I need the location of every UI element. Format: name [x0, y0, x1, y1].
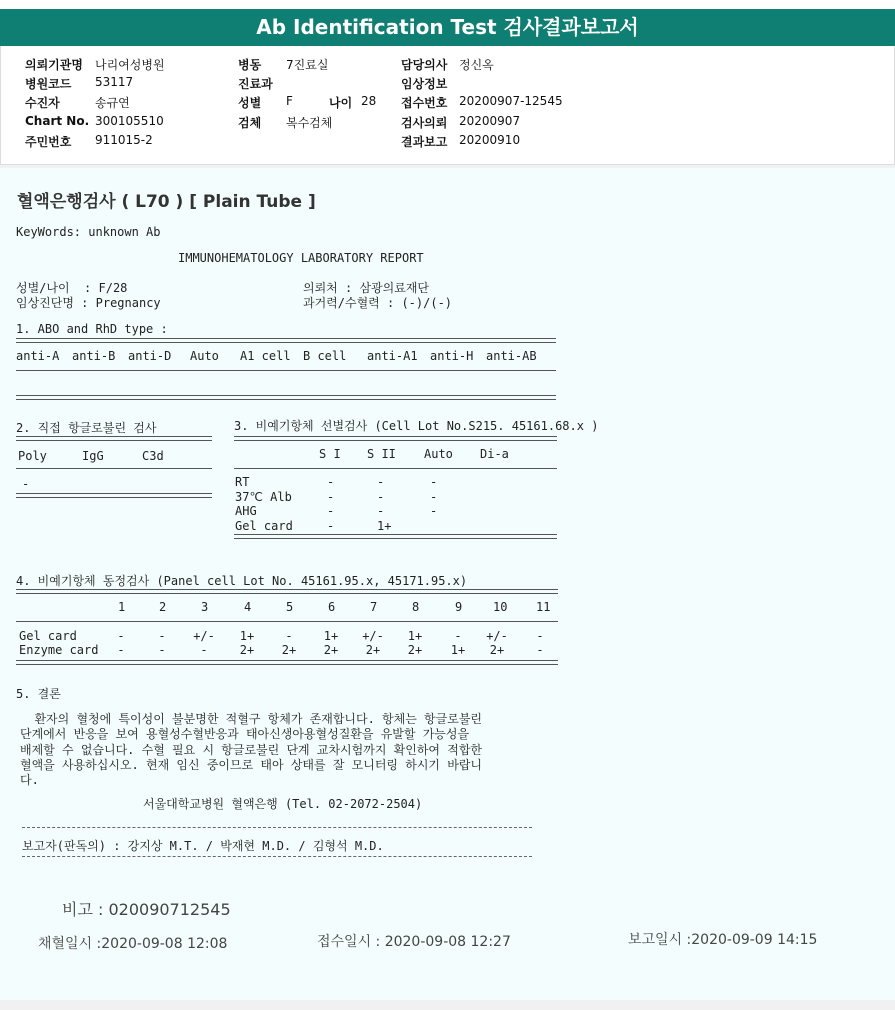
specimen-label: 검체: [238, 116, 262, 130]
panel-cell: -: [536, 629, 544, 643]
screen-cell: -: [430, 489, 438, 504]
doctor-label: 담당의사: [401, 58, 448, 72]
request-label: 검사의뢰: [401, 116, 448, 130]
chart-value: 300105510: [95, 114, 164, 128]
screen-cell: -: [377, 504, 385, 518]
abo-column-header: Auto: [190, 349, 219, 363]
screen-column-header: Di-a: [480, 447, 509, 461]
divider: [16, 370, 556, 371]
divider: [234, 436, 557, 441]
panel-cell: 1+: [239, 629, 255, 643]
clinical-label: 임상정보: [401, 77, 448, 91]
conclusion-line: 혈액을 사용하십시오. 현재 임신 중이므로 태아 상태를 잘 모니터링 하시기 바랍니: [20, 757, 483, 772]
keywords: KeyWords: unknown Ab: [16, 225, 161, 239]
divider: [16, 493, 212, 498]
patient-header: [0, 46, 895, 165]
screen-section-title: 3. 비예기항체 선별검사 (Cell Lot No.S215. 45161.68.x ): [234, 419, 599, 433]
dat-value: -: [22, 477, 30, 491]
conclusion-line: 배제할 수 없습니다. 수혈 필요 시 항글로불린 단계 교차시험까지 확인하여 적합한: [20, 742, 483, 757]
abo-section-title: 1. ABO and RhD type :: [16, 322, 168, 336]
panel-cell: +/-: [193, 629, 215, 643]
divider: [234, 468, 557, 469]
abo-column-header: anti-AB: [486, 349, 537, 363]
panel-cell: 1+: [323, 629, 339, 643]
screen-cell: -: [430, 504, 438, 518]
panel-cell: 2+: [323, 643, 339, 657]
ward-label: 병동: [238, 58, 262, 72]
report-date-value: 20200910: [459, 133, 521, 147]
report-body: [0, 168, 895, 1000]
abo-column-header: anti-H: [430, 349, 474, 363]
screen-column-header: S I: [319, 447, 341, 461]
referral: 의뢰처 : 삼광의료재단: [303, 281, 430, 295]
screen-row-label: RT: [235, 475, 250, 489]
reported-time: 보고일시 :2020-09-09 14:15: [628, 932, 818, 948]
screen-column-header: Auto: [424, 447, 453, 461]
specimen-value: 복수검체: [286, 116, 333, 130]
id-label: 주민번호: [25, 135, 72, 149]
age-label: 나이: [329, 96, 353, 110]
sex-label: 성별: [238, 96, 262, 110]
panel-cell: -: [117, 643, 125, 657]
panel-row-label: Enzyme card: [19, 643, 99, 657]
screen-column-header: S II: [367, 447, 396, 461]
patient-label: 수진자: [25, 96, 60, 110]
panel-column-header: 6: [328, 600, 336, 614]
history: 과거력/수혈력 : (-)/(-): [303, 296, 453, 310]
sex-age: 성별/나이 : F/28: [16, 281, 128, 295]
ward-value: 7진료실: [286, 58, 329, 72]
request-value: 20200907: [459, 114, 521, 128]
panel-column-header: 5: [286, 600, 294, 614]
divider: [16, 660, 558, 665]
chart-label: Chart No.: [25, 114, 90, 128]
report-title: Ab Identification Test 검사결과보고서: [0, 9, 895, 46]
screen-row-label: AHG: [235, 504, 257, 518]
screen-cell: -: [430, 475, 438, 489]
panel-column-header: 8: [412, 600, 420, 614]
divider: [16, 395, 556, 400]
panel-cell: 2+: [489, 643, 505, 657]
panel-cell: -: [200, 643, 208, 657]
conclusion-title: 5. 결론: [16, 687, 61, 701]
divider: [16, 589, 558, 594]
doctor-value: 정신옥: [459, 58, 494, 72]
panel-cell: 2+: [239, 643, 255, 657]
test-heading: 혈액은행검사 ( L70 ) [ Plain Tube ]: [17, 192, 316, 212]
panel-cell: 1+: [450, 643, 466, 657]
screen-row-label: 37℃ Alb: [235, 489, 292, 504]
dept-label: 진료과: [238, 77, 273, 91]
screen-cell: -: [377, 475, 385, 489]
panel-row-label: Gel card: [19, 629, 77, 643]
panel-cell: 2+: [407, 643, 423, 657]
abo-column-header: A1 cell: [240, 349, 291, 363]
conclusion-line: 환자의 혈청에 특이성이 불분명한 적혈구 항체가 존재합니다. 항체는 항글로불린: [20, 712, 483, 726]
dat-column-header: Poly: [18, 449, 47, 463]
sex-value: F: [286, 94, 293, 108]
dat-column-header: IgG: [82, 449, 104, 463]
panel-cell: 1+: [407, 629, 423, 643]
hospital-code-label: 병원코드: [25, 77, 72, 91]
panel-column-header: 1: [118, 600, 126, 614]
panel-column-header: 4: [244, 600, 252, 614]
collected-time: 채혈일시 :2020-09-08 12:08: [38, 936, 228, 952]
panel-cell: -: [158, 643, 166, 657]
divider: [16, 621, 558, 622]
conclusion-line: 다.: [20, 773, 39, 788]
accession-value: 20200907-12545: [459, 94, 563, 108]
diagnosis: 임상진단명 : Pregnancy: [16, 296, 161, 310]
panel-cell: +/-: [486, 629, 508, 643]
panel-column-header: 2: [159, 600, 167, 614]
panel-column-header: 7: [370, 600, 378, 614]
panel-section-title: 4. 비예기항체 동정검사 (Panel cell Lot No. 45161.95.x, 45171.95.x): [16, 574, 468, 588]
report-date-label: 결과보고: [401, 135, 448, 149]
institution-label: 의뢰기관명: [25, 58, 83, 72]
panel-cell: -: [454, 629, 462, 643]
hospital-code-value: 53117: [95, 75, 134, 89]
abo-column-header: anti-D: [128, 349, 172, 363]
abo-column-header: B cell: [303, 349, 347, 363]
dat-section-title: 2. 직접 항글로불린 검사: [16, 421, 157, 435]
divider: [16, 338, 556, 343]
received-time: 접수일시 : 2020-09-08 12:27: [317, 934, 511, 950]
abo-column-header: anti-A: [16, 349, 60, 363]
panel-cell: 2+: [281, 643, 297, 657]
screen-cell: -: [327, 475, 335, 489]
conclusion-line: 단계에서 반응을 보여 용혈성수혈반응과 태아신생아용혈성질환을 유발할 가능성을: [20, 727, 470, 742]
divider: [22, 827, 532, 828]
patient-value: 송규연: [95, 96, 130, 110]
panel-column-header: 3: [201, 600, 209, 614]
abo-column-header: anti-A1: [367, 349, 418, 363]
screen-cell: -: [327, 518, 335, 533]
panel-cell: +/-: [362, 629, 384, 643]
panel-cell: -: [285, 629, 293, 643]
screen-cell: -: [327, 489, 335, 504]
lab-report-title: IMMUNOHEMATOLOGY LABORATORY REPORT: [178, 251, 424, 265]
top-margin: [0, 0, 895, 9]
panel-cell: 2+: [365, 643, 381, 657]
accession-label: 접수번호: [401, 96, 448, 110]
divider: [234, 534, 557, 539]
screen-cell: -: [327, 504, 335, 518]
panel-column-header: 9: [455, 600, 463, 614]
divider: [22, 856, 532, 857]
panel-cell: -: [158, 629, 166, 643]
institution-value: 나리여성병원: [95, 58, 165, 72]
dat-column-header: C3d: [142, 449, 164, 463]
panel-cell: -: [117, 629, 125, 643]
screen-cell: 1+: [377, 518, 392, 533]
panel-cell: -: [536, 643, 544, 657]
abo-column-header: anti-B: [72, 349, 116, 363]
blood-bank: 서울대학교병원 혈액은행 (Tel. 02-2072-2504): [143, 797, 423, 811]
panel-column-header: 11: [536, 600, 551, 614]
screen-row-label: Gel card: [235, 518, 293, 533]
divider: [16, 436, 212, 441]
age-value: 28: [361, 94, 377, 108]
panel-column-header: 10: [493, 600, 508, 614]
divider: [16, 468, 212, 469]
reporters: 보고자(판독의) : 강지상 M.T. / 박재현 M.D. / 김형석 M.D.: [22, 839, 384, 853]
id-value: 911015-2: [95, 133, 153, 147]
screen-cell: -: [377, 489, 385, 504]
remark: 비고 : 020090712545: [62, 900, 231, 919]
